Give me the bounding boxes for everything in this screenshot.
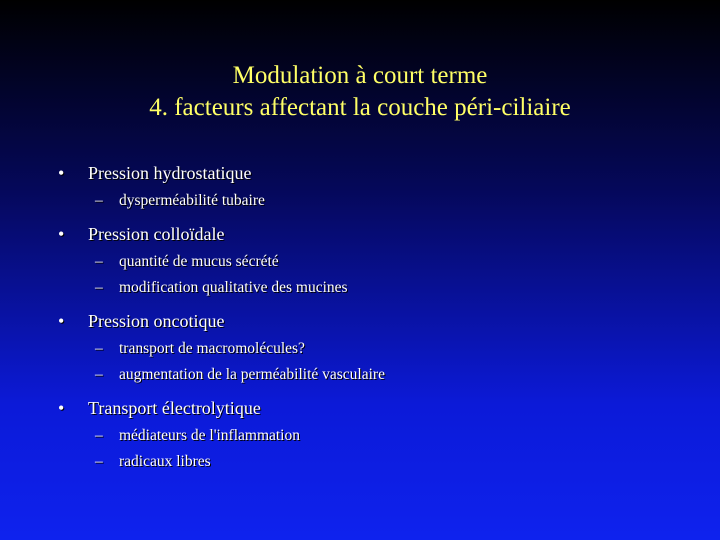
- sub-bullet-item: [58, 423, 698, 449]
- bullet-label: Pression colloïdale: [88, 224, 225, 244]
- sub-bullet-list: [58, 336, 698, 388]
- sub-bullet-label: radicaux libres: [119, 453, 211, 470]
- sub-bullet-item: [58, 188, 698, 214]
- sub-bullet-item: [58, 275, 698, 301]
- bullet-dot-icon: •: [58, 311, 65, 331]
- bullet-dot-icon: •: [58, 163, 65, 183]
- sub-bullet-item: [58, 249, 698, 275]
- sub-bullet-label: modification qualitative des mucines: [119, 279, 348, 296]
- sub-bullet-label: transport de macromolécules?: [119, 340, 305, 357]
- sub-bullet-item: [58, 336, 698, 362]
- bullet-dot-icon: •: [58, 398, 65, 418]
- dash-icon: –: [95, 253, 103, 270]
- sub-bullet-list: [58, 188, 698, 214]
- sub-bullet-item: [58, 449, 698, 475]
- dash-icon: –: [95, 366, 103, 383]
- dash-icon: –: [95, 192, 103, 209]
- sub-bullet-label: quantité de mucus sécrété: [119, 253, 279, 270]
- bullet-item-pression-hydrostatique: [58, 161, 698, 214]
- dash-icon: –: [95, 427, 103, 444]
- bullet-label: Transport électrolytique: [88, 398, 261, 418]
- slide-title: [0, 60, 720, 124]
- bullet-list: [58, 161, 698, 483]
- dash-icon: –: [95, 340, 103, 357]
- sub-bullet-list: [58, 249, 698, 301]
- sub-bullet-label: augmentation de la perméabilité vasculaire: [119, 366, 385, 383]
- bullet-item-transport-electrolytique: [58, 396, 698, 475]
- bullet-label: Pression hydrostatique: [88, 163, 252, 183]
- bullet-item-pression-colloidale: [58, 222, 698, 301]
- sub-bullet-item: [58, 362, 698, 388]
- sub-bullet-label: médiateurs de l'inflammation: [119, 427, 300, 444]
- bullet-label: Pression oncotique: [88, 311, 225, 331]
- dash-icon: –: [95, 279, 103, 296]
- slide-title-line-2: 4. facteurs affectant la couche péri-ciliaire: [149, 94, 571, 121]
- sub-bullet-label: dysperméabilité tubaire: [119, 192, 265, 209]
- dash-icon: –: [95, 453, 103, 470]
- slide-title-line-1: Modulation à court terme: [232, 62, 488, 89]
- bullet-dot-icon: •: [58, 224, 65, 244]
- sub-bullet-list: [58, 423, 698, 475]
- bullet-item-pression-oncotique: [58, 309, 698, 388]
